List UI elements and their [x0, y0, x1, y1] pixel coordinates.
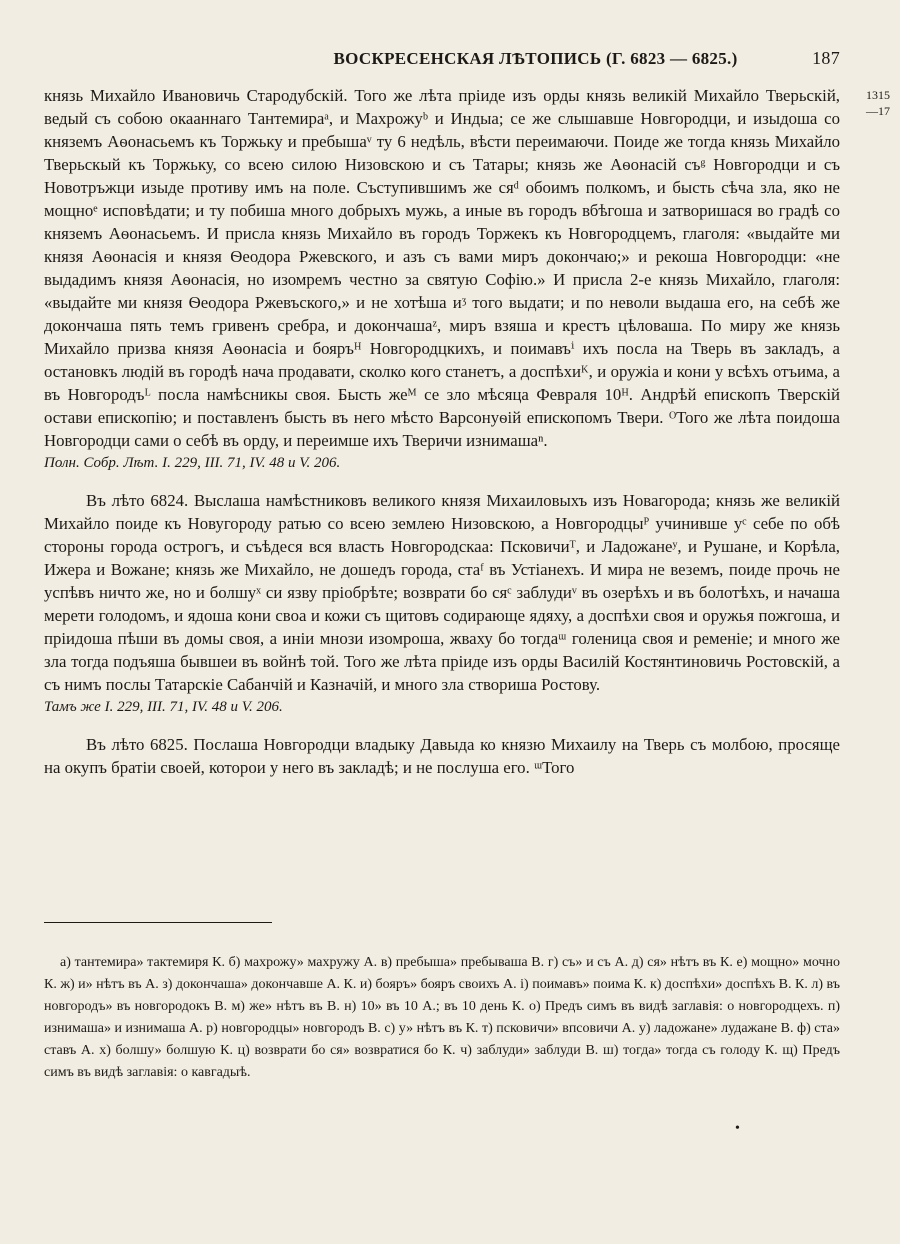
footnote-rule — [44, 922, 272, 923]
margin-year: 1315 — [866, 88, 890, 102]
running-header — [44, 48, 840, 69]
running-title: ВОСКРЕСЕНСКАЯ ЛѢТОПИСЬ (Г. 6823 — 6825.) — [333, 49, 738, 68]
paragraph: Въ лѣто 6825. Послаша Новгородци владыку Давыда ко князю Михаилу на Тверь съ молбою, просяще на окупъ братіи своей, которои у него въ закладѣ; и не послуша его. ᵚТого — [44, 735, 840, 777]
footnote-text: а) тантемира» тактемиря К. б) махрожу» махружу А. в) пребыша» пребываша В. г) съ» и съ А. д) ся» нѣтъ въ К. е) мощно» мочно К. ж) и» нѣтъ въ А. з) докончаша» докончавше А. К. и) бояръ» бояръ своихъ А. і) поимавъ» поима К. к) доспѣхи» доспѣхъ В. К. л) въ новгородъ» въ новгородокъ В. м) же» нѣтъ въ В. н) 10» въ 10 А.; въ 10 день К. о) Предъ симъ въ видѣ заглавія: о новгородцехъ. п) изнимаша» и изнимаша А. р) новгородцы» новгородъ В. с) у» нѣтъ въ К. т) псковичи» впсовичи А. у) ладожане» лудажане В. ф) ста» ставъ А. х) болшу» болшую К. ц) возврати бо ся» возвратися бо К. ч) заблуди» заблуди В. ш) тогда» тогда съ голоду К. щ) Предъ симъ въ видѣ заглавія: о кавгадыѣ. — [44, 955, 841, 1080]
footnotes — [44, 952, 840, 1084]
paragraph: князь Михайло Ивановичь Стародубскій. Того же лѣта пріиде изъ орды князь великій Михайло Тверьскій, ведый съ собою окааннаго Тантемираᵃ, и Махрожуᵇ и Индыа; се же слышавше Новгородци, и изыдоша со княземъ Аѳонасьемъ къ Торжьку и пребышаᵛ ту 6 недѣль, вѣсти переимаючи. Поиде же тогда князь Михайло Тверьскый къ Торжьку, со всею силою Низовскою и съ Татары; князь же Аѳонасій съᵍ Новгородци и съ Новотръжци изыде противу имъ на поле. Съступившимъ же сяᵈ обоимъ полкомъ, и бысть сѣча зла, яко не мощноᵉ исповѣдати; и ту побиша много добрыхъ мужь, а иные въ городъ вбѣгоша и затворишася во градѣ со княземъ Аѳонасьемъ. И присла князь Михайло въ городъ Торжекъ къ Новгородцемъ, глаголя: «выдайте ми князя Аѳонасія и князя Ѳеодора Ржевского, и азъ съ вами миръ докончаю;» и рекоша Новгородци: «не выдадимъ князя Аѳонасія, но изомремъ честно за святую Софію.» И присла 2-е князь Михайло, глаголя: «выдайте ми князя Ѳеодора Ржевъского,» и не хотѣша иᶾ того выдати; и по неволи выдаша его, на себѣ же докончаша пять темъ гривенъ сребра, и докончашаᶻ, миръ взяша и крестъ цѣловаша. По миру же князь Михайло призва князя Аѳонасіа и бояръᴴ Новгородцкихъ, и поимавъⁱ ихъ посла на Тверь въ закладъ, а остановкъ людій въ городѣ нача продавати, сколко кого станетъ, а доспѣхиᴷ, и оружіа и кони у всѣхъ отъима, а въ Новгородъᴸ посла намѣсникы своя. Бысть жеᴹ се зло мѣсяца Февраля 10ᴴ. Андрѣй епископъ Тверскій остави епископію; и поставленъ бысть въ него мѣсто Варсонуѳій епископомъ Твери. ᴼТого же лѣта поидоша Новгородци сами о себѣ въ орду, и переимше ихъ Тверичи изнимашаⁿ. — [44, 86, 840, 450]
end-mark: • — [735, 1121, 740, 1136]
source-citation: Тамъ же I. 229, III. 71, IV. 48 и V. 206. — [44, 699, 283, 715]
source-citation: Полн. Собр. Лѣт. I. 229, III. 71, IV. 48 и V. 206. — [44, 455, 341, 471]
margin-year-cont: —17 — [866, 104, 890, 118]
page-number: 187 — [812, 48, 840, 68]
main-text — [44, 84, 840, 779]
paragraph: Въ лѣто 6824. Выслаша намѣстниковъ великого князя Михаиловыхъ изъ Новагорода; князь же великій Михайло поиде къ Новугороду ратью со всею землею Низовскою, а Новгородцыᴾ учинивше уᶜ себе по обѣ стороны города острогъ, и съѣдеся вся власть Новгородскаа: Псковичиᵀ, и Ладожанеʸ, и Рушане, и Корѣла, Ижера и Вожане; князь же Михайло, не дошедъ города, стаᶠ въ Устіанехъ. И мира не веземъ, поиде прочь не успѣвъ ничто же, но и болшуˣ си язву пріобрѣте; возврати бо сяᶜ заблудиᵛ въ озерѣхъ и въ болотѣхъ, и начаша мерети голодомъ, и ядоша кони своа и кожи съ щитовъ содирающе ядяху, а доспѣхи своя и оружья пожгоша, и пріидоша пѣши въ домы своя, а инiи мнози изомроша, жваху бо тогдаᵚ голеница своя и ременіе; и много же зла тогда подъяша бывшеи въ войнѣ той. Того же лѣта пріиде изъ орды Василій Костянтиновичь Ростовскій, а съ нимъ послы Татарскіе Сабанчій и Казначій, и много зла створиша Ростову. — [44, 491, 840, 694]
